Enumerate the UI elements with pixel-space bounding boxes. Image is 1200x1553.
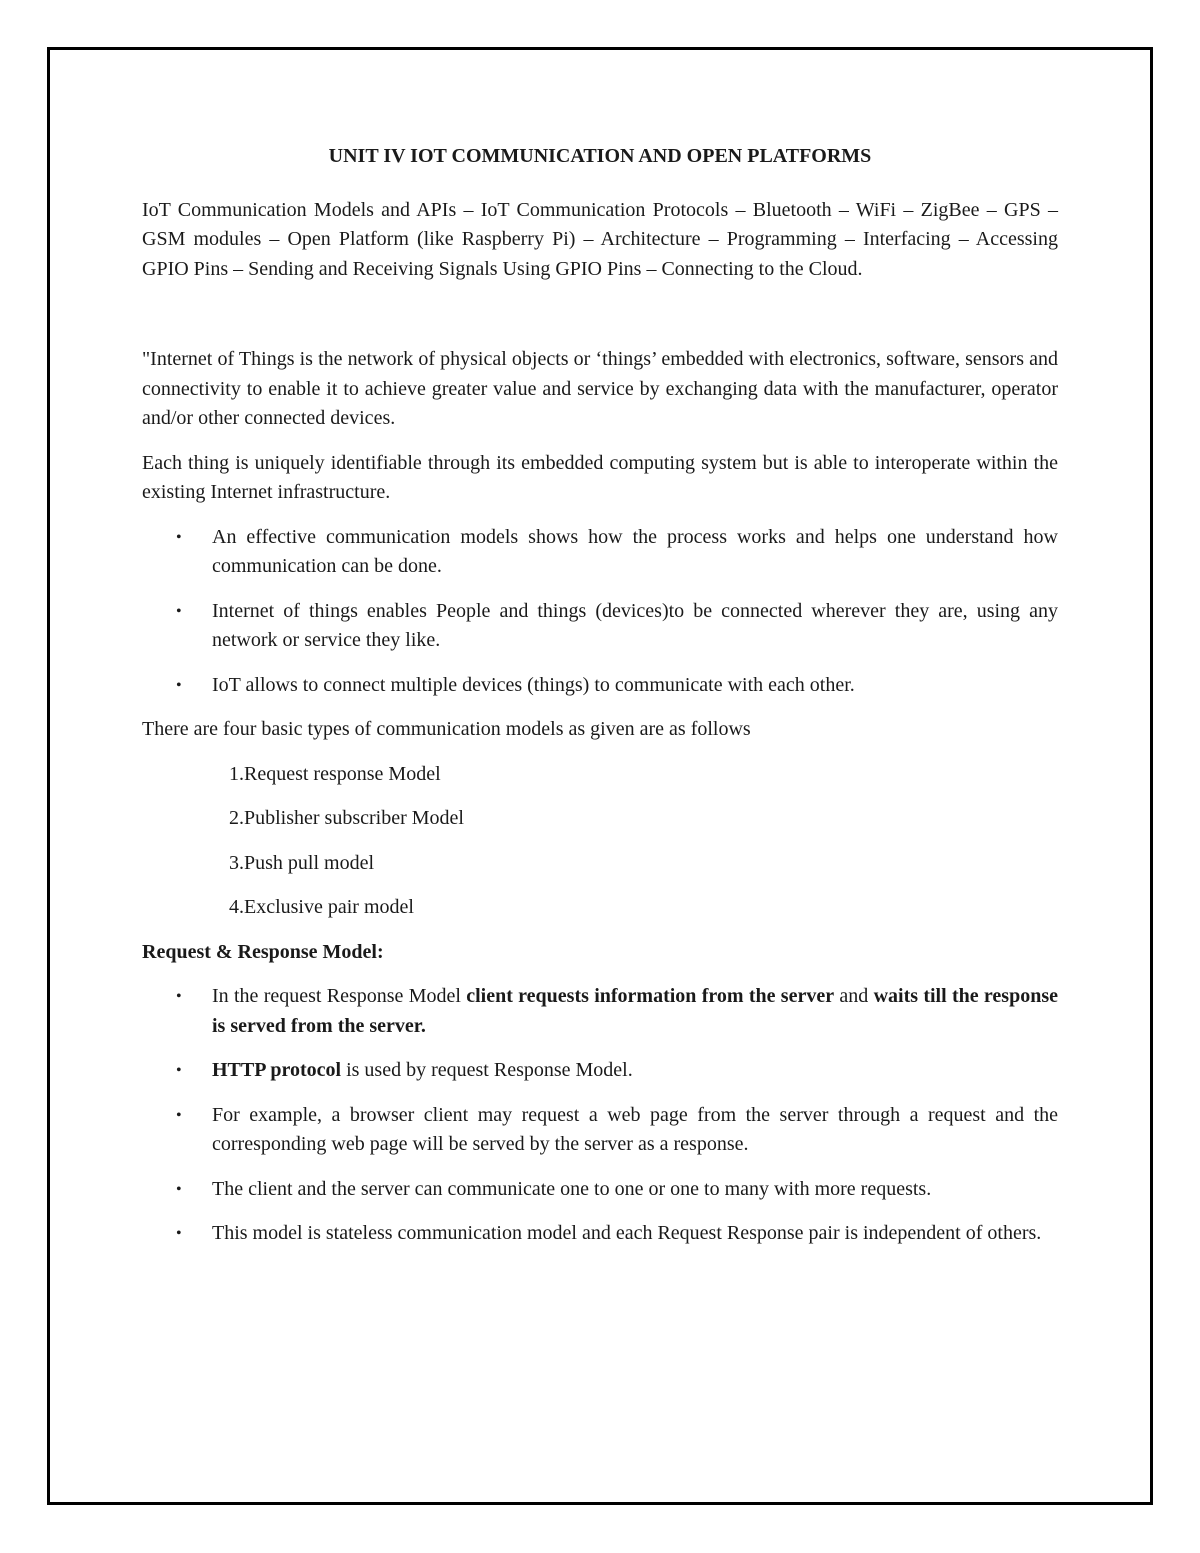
model-item: 1.Request response Model [229,762,441,785]
bullet-icon: • [176,602,182,620]
list-item: • This model is stateless communication model and each Request Response pair is independent of others. [142,1219,1058,1249]
section-heading: Request & Response Model: [142,940,384,963]
intro-bullet-list [142,523,1058,701]
bullet-icon: • [176,676,182,694]
list-item: • In the request Response Model client requests information from the server and waits till the response is served from the server. [142,982,1058,1041]
bullet-icon: • [176,1106,182,1124]
models-intro: There are four basic types of communication models as given are as follows [142,718,751,740]
bullet-icon: • [176,528,182,546]
list-item: • Internet of things enables People and things (devices)to be connected wherever they are, using any network or service they like. [142,597,1058,656]
bullet-icon: • [176,1062,182,1079]
list-item: • The client and the server can communicate one to one or one to many with more requests. [142,1175,1058,1205]
request-response-bullet-list [142,982,1058,1249]
document-body [142,142,1058,1264]
bullet-icon: • [176,1225,182,1242]
model-item: 3.Push pull model [229,851,375,874]
bullet-icon: • [176,1180,182,1198]
model-item: 4.Exclusive pair model [229,896,414,918]
list-item: • HTTP protocol is used by request Response Model. [142,1056,1058,1086]
models-list [142,760,1058,923]
definition-paragraph: "Internet of Things is the network of physical objects or ‘things’ embedded with electronics, software, sensors and connectivity to enable it to achieve greater value and service by exchanging data with the manufacturer, operator and/or other connected devices. [142,348,1058,429]
list-item: • An effective communication models shows how the process works and helps one understand how communication can be done. [142,523,1058,582]
bullet-icon: • [176,988,182,1005]
list-item: • For example, a browser client may request a web page from the server through a request and the corresponding web page will be served by the server as a response. [142,1101,1058,1160]
syllabus-paragraph: IoT Communication Models and APIs – IoT Communication Protocols – Bluetooth – WiFi – ZigBee – GPS – GSM modules – Open Platform (like Raspberry Pi) – Architecture – Programming – Interfacing – Accessing GPIO Pins – Sending and Receiving Signals Using GPIO Pins – Connecting to the Cloud. [142,198,1058,280]
model-item: 2.Publisher subscriber Model [229,807,464,829]
spacer [142,299,1058,345]
list-item: • IoT allows to connect multiple devices (things) to communicate with each other. [142,671,1058,701]
identifiable-paragraph: Each thing is uniquely identifiable through its embedded computing system but is able to interoperate within the existing Internet infrastructure. [142,451,1058,503]
page-title: UNIT IV IOT COMMUNICATION AND OPEN PLATFORMS [328,145,872,167]
